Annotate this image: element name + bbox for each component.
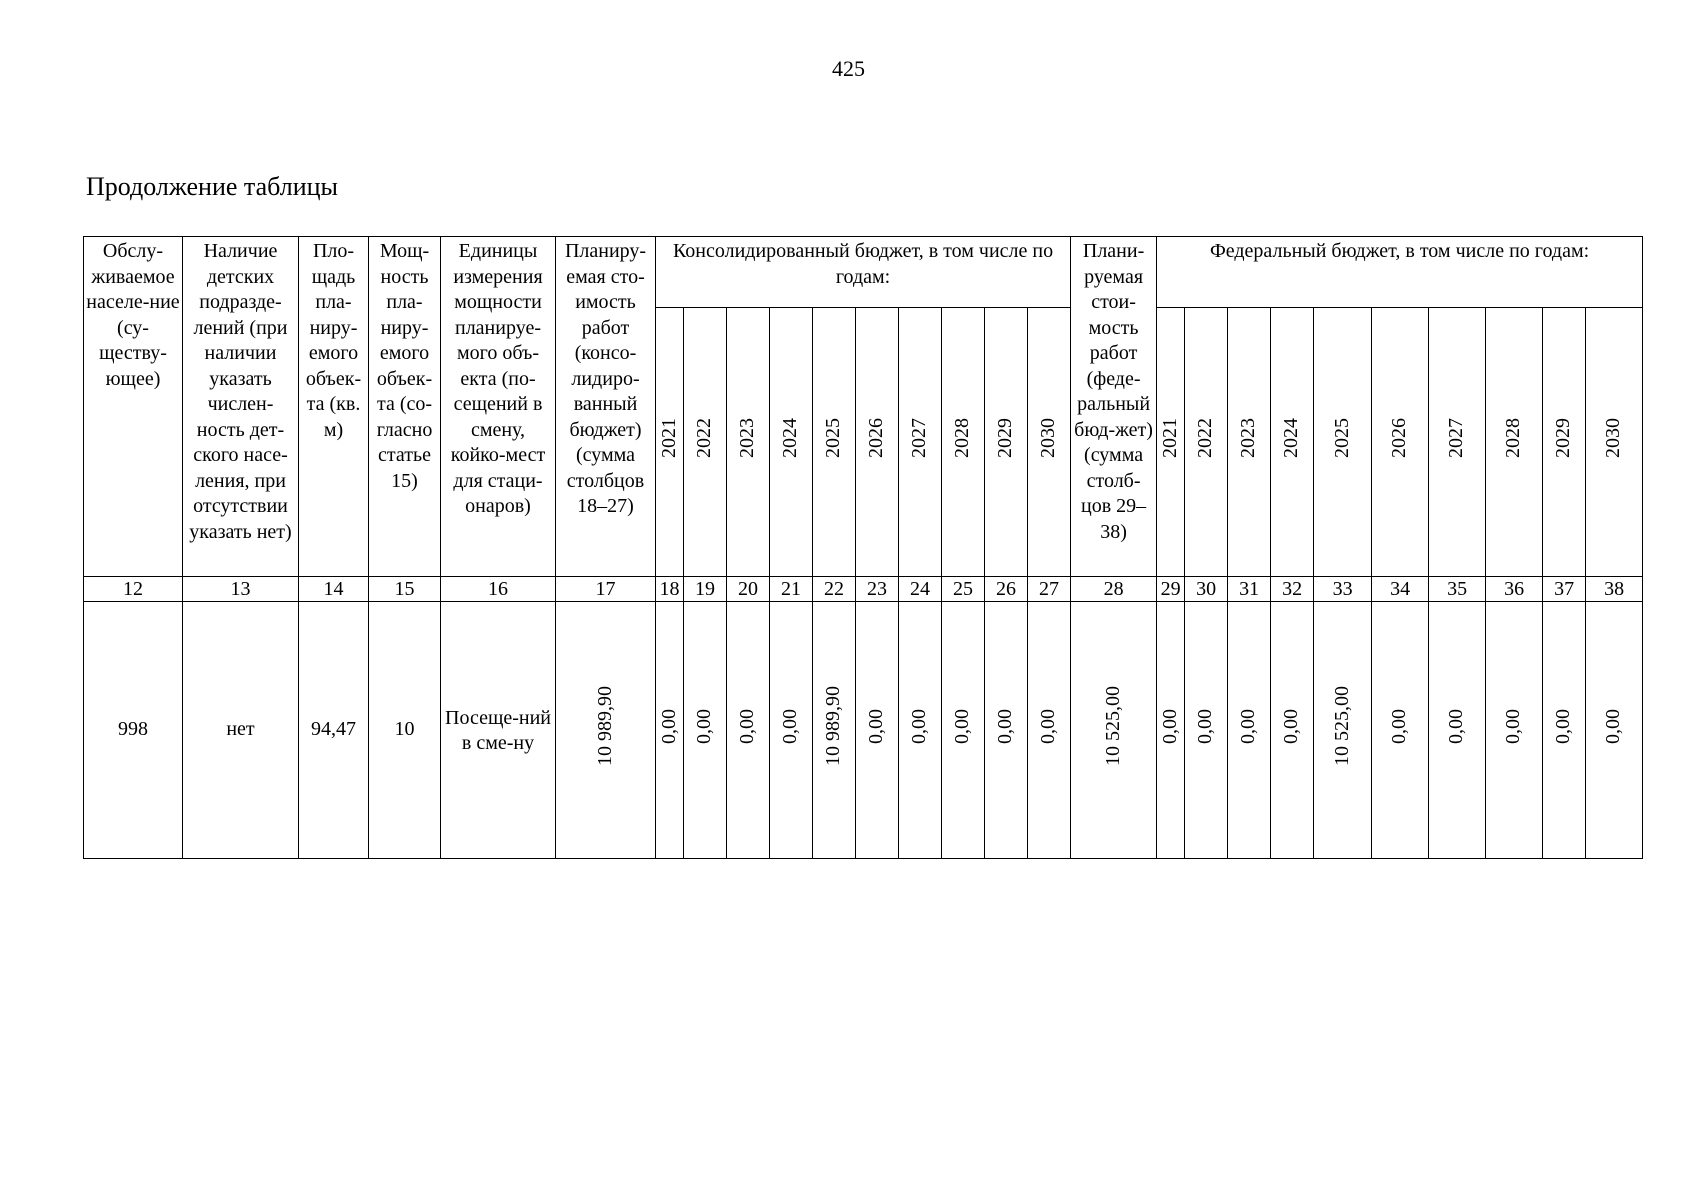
header-year-consolidated: 2022 — [684, 308, 727, 577]
header-year-consolidated: 2021 — [656, 308, 684, 577]
cell-federal-year: 0,00 — [1543, 602, 1586, 859]
header-year-federal: 2025 — [1314, 308, 1372, 577]
column-number: 36 — [1486, 577, 1543, 602]
column-number: 16 — [441, 577, 556, 602]
column-number: 20 — [727, 577, 770, 602]
cell-served-population: 998 — [84, 602, 183, 859]
cell-consolidated-year: 0,00 — [727, 602, 770, 859]
header-year-consolidated: 2023 — [727, 308, 770, 577]
header-year-consolidated: 2027 — [899, 308, 942, 577]
column-number: 26 — [985, 577, 1028, 602]
column-number: 22 — [813, 577, 856, 602]
column-number: 19 — [684, 577, 727, 602]
cell-planned-cost-federal: 10 525,00 — [1071, 602, 1157, 859]
column-number: 28 — [1071, 577, 1157, 602]
column-number: 30 — [1185, 577, 1228, 602]
column-number: 32 — [1271, 577, 1314, 602]
cell-consolidated-year: 0,00 — [942, 602, 985, 859]
cell-consolidated-year: 0,00 — [770, 602, 813, 859]
column-number: 15 — [369, 577, 441, 602]
column-number: 37 — [1543, 577, 1586, 602]
cell-federal-year: 0,00 — [1185, 602, 1228, 859]
column-number: 13 — [183, 577, 299, 602]
header-area: Пло-щадь пла-ниру-емого объек-та (кв. м) — [299, 237, 369, 577]
cell-consolidated-year: 10 989,90 — [813, 602, 856, 859]
header-federal-budget: Федеральный бюджет, в том числе по годам: — [1157, 237, 1643, 308]
header-year-federal: 2021 — [1157, 308, 1185, 577]
column-number: 23 — [856, 577, 899, 602]
cell-planned-cost-consolidated: 10 989,90 — [556, 602, 656, 859]
cell-consolidated-year: 0,00 — [684, 602, 727, 859]
cell-federal-year: 0,00 — [1429, 602, 1486, 859]
table-row — [84, 602, 1643, 859]
header-year-federal: 2028 — [1486, 308, 1543, 577]
column-number: 38 — [1586, 577, 1643, 602]
header-consolidated-budget: Консолидированный бюджет, в том числе по годам: — [656, 237, 1071, 308]
page-number: 425 — [832, 56, 865, 81]
cell-capacity-units: Посеще-ний в сме-ну — [441, 602, 556, 859]
header-planned-cost-consolidated: Планиру-емая сто-имость работ (консо-лидиро-ванный бюджет) (сумма столбцов 18–27) — [556, 237, 656, 577]
cell-federal-year: 0,00 — [1157, 602, 1185, 859]
column-number: 31 — [1228, 577, 1271, 602]
column-number: 33 — [1314, 577, 1372, 602]
header-planned-cost-federal: Плани-руемая стои-мость работ (феде-ральный бюд-жет) (сумма столб-цов 29–38) — [1071, 237, 1157, 577]
column-number: 29 — [1157, 577, 1185, 602]
cell-federal-year: 0,00 — [1586, 602, 1643, 859]
header-row-groups — [84, 237, 1643, 308]
table-continuation-title: Продолжение таблицы — [86, 172, 338, 201]
cell-consolidated-year: 0,00 — [656, 602, 684, 859]
column-number: 25 — [942, 577, 985, 602]
cell-federal-year: 0,00 — [1228, 602, 1271, 859]
column-number: 17 — [556, 577, 656, 602]
header-served-population: Обслу-живаемое населе-ние (су-ществу-ющее) — [84, 237, 183, 577]
header-year-federal: 2023 — [1228, 308, 1271, 577]
column-number-row — [84, 577, 1643, 602]
cell-federal-year: 0,00 — [1372, 602, 1429, 859]
header-year-consolidated: 2028 — [942, 308, 985, 577]
column-number: 24 — [899, 577, 942, 602]
cell-consolidated-year: 0,00 — [899, 602, 942, 859]
cell-area: 94,47 — [299, 602, 369, 859]
column-number: 18 — [656, 577, 684, 602]
header-year-federal: 2027 — [1429, 308, 1486, 577]
column-number: 14 — [299, 577, 369, 602]
header-year-federal: 2026 — [1372, 308, 1429, 577]
header-year-federal: 2029 — [1543, 308, 1586, 577]
header-year-federal: 2022 — [1185, 308, 1228, 577]
cell-federal-year: 0,00 — [1486, 602, 1543, 859]
column-number: 34 — [1372, 577, 1429, 602]
cell-consolidated-year: 0,00 — [1028, 602, 1071, 859]
header-year-federal: 2024 — [1271, 308, 1314, 577]
header-capacity: Мощ-ность пла-ниру-емого объек-та (со-гласно статье 15) — [369, 237, 441, 577]
header-year-federal: 2030 — [1586, 308, 1643, 577]
column-number: 21 — [770, 577, 813, 602]
cell-consolidated-year: 0,00 — [856, 602, 899, 859]
cell-consolidated-year: 0,00 — [985, 602, 1028, 859]
column-number: 35 — [1429, 577, 1486, 602]
header-year-consolidated: 2025 — [813, 308, 856, 577]
header-year-consolidated: 2030 — [1028, 308, 1071, 577]
header-children-units: Наличие детских подразде-лений (при наличии указать числен-ность дет-ского насе-ления, при отсутствии указать нет) — [183, 237, 299, 577]
column-number: 12 — [84, 577, 183, 602]
cell-federal-year: 0,00 — [1271, 602, 1314, 859]
header-capacity-units: Единицы измерения мощности планируе-мого объ-екта (по-сещений в смену, койко-мест для стаци-онаров) — [441, 237, 556, 577]
budget-table — [83, 236, 1643, 859]
header-year-consolidated: 2026 — [856, 308, 899, 577]
header-year-consolidated: 2024 — [770, 308, 813, 577]
cell-federal-year: 10 525,00 — [1314, 602, 1372, 859]
cell-capacity: 10 — [369, 602, 441, 859]
column-number: 27 — [1028, 577, 1071, 602]
cell-children-units: нет — [183, 602, 299, 859]
header-year-consolidated: 2029 — [985, 308, 1028, 577]
